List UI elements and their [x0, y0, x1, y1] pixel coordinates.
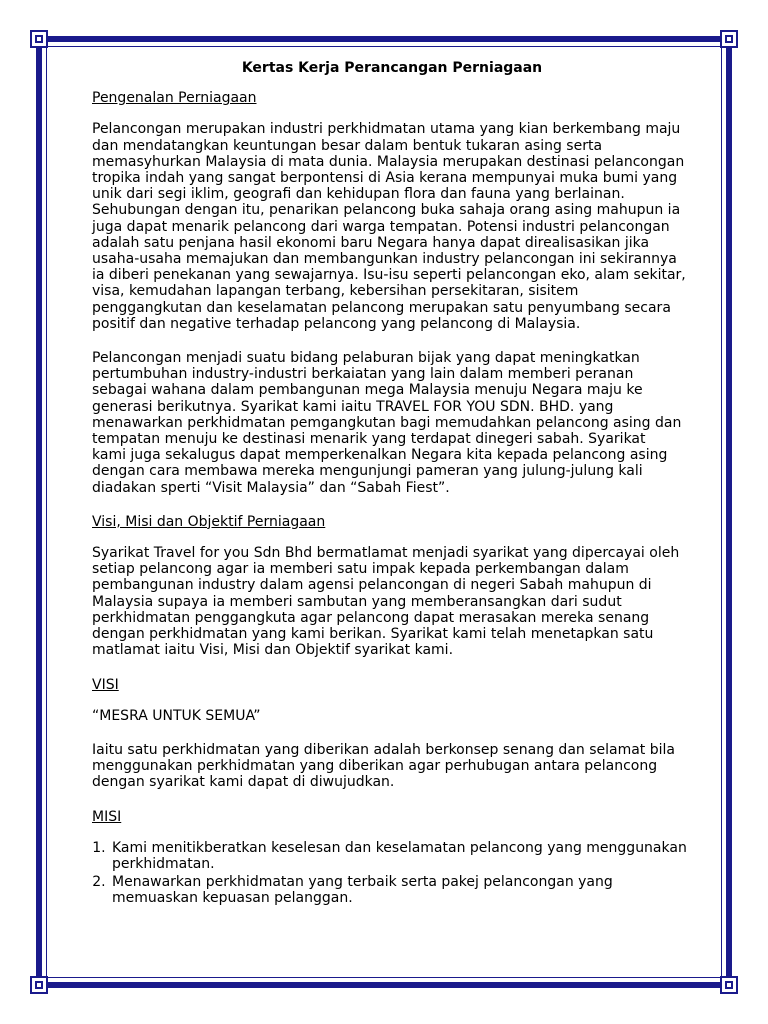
visi-quote: “MESRA UNTUK SEMUA” [92, 707, 261, 724]
text-line: usaha-usaha memajukan dan membangunkan industry pelancongan ini sekirannya [92, 251, 677, 268]
mission-list-item [110, 874, 692, 906]
paragraph-vision-1 [92, 545, 692, 658]
text-line: memuaskan kepuasan pelanggan. [112, 890, 353, 907]
text-line: tropika indah yang sangat berpontensi di Asia kerana mempunyai muka bumi yang [92, 170, 678, 187]
text-line: matlamat iaitu Visi, Misi dan Objektif syarikat kami. [92, 642, 454, 659]
text-line: setiap pelancong agar ia memberi satu impak kepada perkembangan dalam [92, 561, 629, 578]
text-line: juga dapat menarik pelancong dari warga tempatan. Potensi industri pelancongan [92, 218, 670, 235]
text-line: kami juga sekalugus dapat memperkenalkan Negara kita kepada pelancong asing [92, 447, 668, 464]
text-line: diadakan sperti “Visit Malaysia” dan “Sabah Fiest”. [92, 479, 450, 496]
text-line: Pelancongan menjadi suatu bidang pelaburan bijak yang dapat meningkatkan [92, 350, 640, 367]
text-line: pembangunan industry dalam agensi pelancongan di negeri Sabah mahupun di [92, 577, 652, 594]
text-line: menggunakan perkhidmatan yang diberikan agar perhubugan antara pelancong [92, 758, 658, 775]
text-line: sebagai wahana dalam pembangunan mega Malaysia menuju Negara maju ke [92, 382, 643, 399]
corner-ornament-bottom-left [30, 976, 48, 994]
text-line: tempatan menuju ke destinasi menarik yang terdapat dinegeri sabah. Syarikat [92, 431, 646, 448]
text-line: adalah satu penjana hasil ekonomi baru Negara hanya dapat direalisasikan jika [92, 234, 650, 251]
corner-ornament-top-left [30, 30, 48, 48]
text-line: Malaysia supaya ia memberi sambutan yang memberansangkan dari sudut [92, 593, 622, 610]
text-line: 2. Menawarkan perkhidmatan yang terbaik serta pakej pelancongan yang [112, 874, 613, 891]
text-line: dengan perkhidmatan yang kami berikan. Syarikat kami telah menetapkan satu [92, 626, 654, 643]
paragraph-intro-1 [92, 121, 692, 332]
text-line: Iaitu satu perkhidmatan yang diberikan adalah berkonsep senang dan selamat bila [92, 741, 675, 758]
text-line: ia diberi penekanan yang sewajarnya. Isu-isu seperti pelancongan eko, alam sekitar, [92, 267, 686, 284]
paragraph-visi [92, 742, 692, 791]
document-body [92, 60, 692, 909]
section-heading-intro: Pengenalan Perniagaan [92, 90, 257, 107]
text-line: perkhidmatan penggangkuta agar pelancong dapat merasakan mereka senang [92, 609, 650, 626]
text-line: pertumbuhan industry-industri berkaiatan yang lain dalam memberi peranan [92, 366, 634, 383]
paragraph-intro-2 [92, 350, 692, 496]
text-line: unik dari segi iklim, geografi dan kehidupan flora dan fauna yang berlainan. [92, 186, 625, 203]
section-heading-vision-mission: Visi, Misi dan Objektif Perniagaan [92, 513, 326, 530]
text-line: menawarkan perkhidmatan pemgangkutan bagi memudahkan pelancong asing dan [92, 414, 682, 431]
corner-ornament-top-right [720, 30, 738, 48]
text-line: dengan syarikat kami dapat di diwujudkan. [92, 774, 395, 791]
section-heading-visi: VISI [92, 676, 119, 693]
text-line: dan mendatangkan keuntungan besar dalam bentuk tukaran asing serta [92, 137, 603, 154]
corner-ornament-bottom-right [720, 976, 738, 994]
mission-list [92, 840, 692, 907]
mission-list-item [110, 840, 692, 872]
text-line: positif dan negative terhadap pelancong yang pelancong di Malaysia. [92, 315, 581, 332]
text-line: perkhidmatan. [112, 855, 215, 872]
section-heading-misi: MISI [92, 808, 122, 825]
text-line: generasi berikutnya. Syarikat kami iaitu TRAVEL FOR YOU SDN. BHD. yang [92, 398, 614, 415]
text-line: Syarikat Travel for you Sdn Bhd bermatlamat menjadi syarikat yang dipercayai oleh [92, 545, 680, 562]
text-line: penggangkutan dan keselamatan pelancong merupakan satu penyumbang secara [92, 299, 671, 316]
text-line: Pelancongan merupakan industri perkhidmatan utama yang kian berkembang maju [92, 121, 681, 138]
text-line: dengan cara membawa mereka mengunjungi pameran yang julung-julung kali [92, 463, 643, 480]
document-title: Kertas Kerja Perancangan Perniagaan [241, 60, 543, 76]
text-line: Sehubungan dengan itu, penarikan pelancong buka sahaja orang asing mahupun ia [92, 202, 681, 219]
text-line: memasyhurkan Malaysia di mata dunia. Malaysia merupakan destinasi pelancongan [92, 153, 685, 170]
text-line: visa, kemudahan lapangan terbang, kebersihan persekitaran, sisitem [92, 283, 579, 300]
text-line: 1. Kami menitikberatkan keselesan dan keselamatan pelancong yang menggunakan [112, 839, 687, 856]
